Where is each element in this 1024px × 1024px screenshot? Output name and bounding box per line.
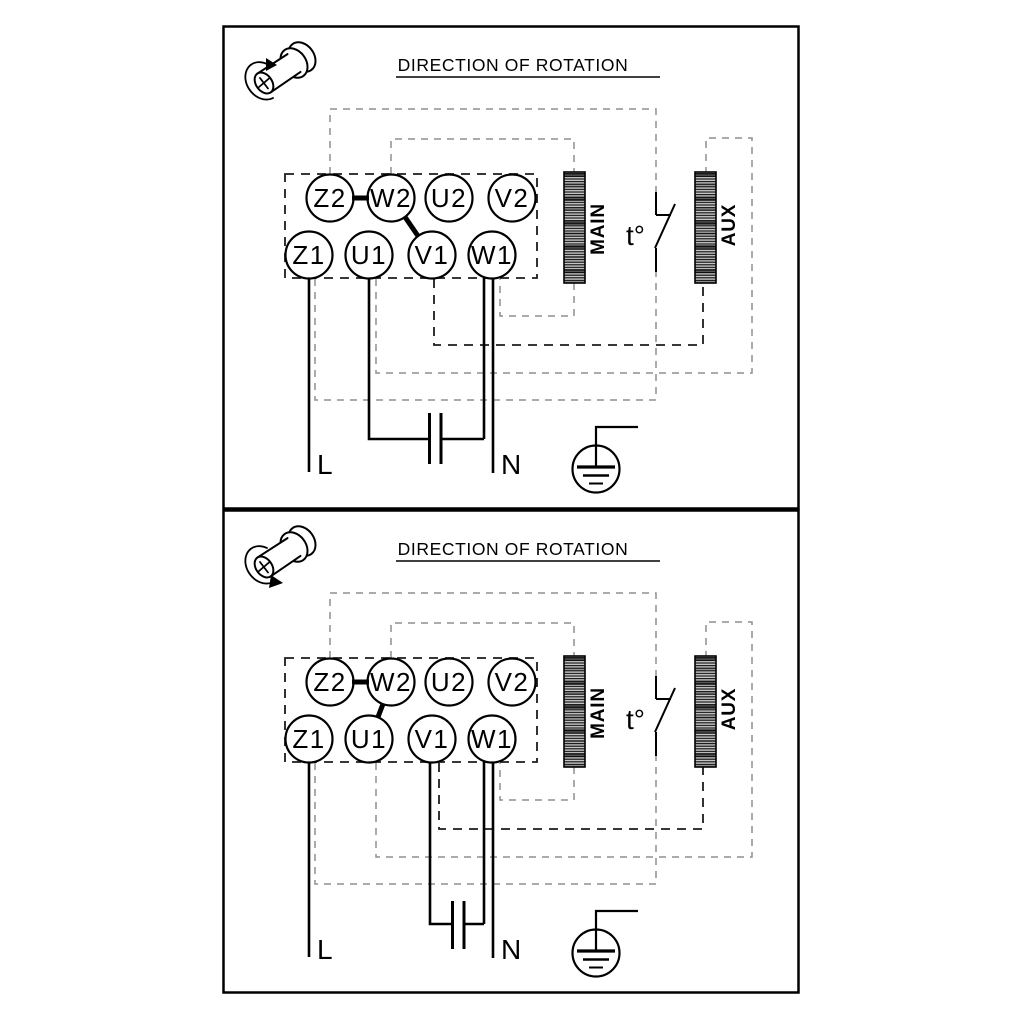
direction-of-rotation-title: DIRECTION OF ROTATION <box>397 539 629 559</box>
terminal-label-w1: W1 <box>471 240 513 270</box>
aux-winding-label: AUX <box>719 687 740 731</box>
neutral-terminal-label: N <box>501 449 522 480</box>
terminal-label-u1: U1 <box>350 240 388 270</box>
terminal-label-v1: V1 <box>414 724 450 754</box>
terminal-label-u2: U2 <box>430 667 468 697</box>
line-terminal-label: L <box>317 449 333 480</box>
aux-winding-label: AUX <box>719 203 740 247</box>
terminal-label-v2: V2 <box>494 183 530 213</box>
terminal-label-w2: W2 <box>370 667 412 697</box>
main-winding-label: MAIN <box>588 687 609 739</box>
thermal-switch-label: t° <box>626 704 645 735</box>
terminal-label-w2: W2 <box>370 183 412 213</box>
direction-of-rotation-title: DIRECTION OF ROTATION <box>397 55 629 75</box>
terminal-label-w1: W1 <box>471 724 513 754</box>
terminal-label-z2: Z2 <box>313 667 347 697</box>
terminal-label-z1: Z1 <box>292 724 326 754</box>
wiring-panel-1 <box>222 25 800 510</box>
neutral-terminal-label: N <box>501 934 522 965</box>
terminal-label-v1: V1 <box>414 240 450 270</box>
terminal-label-v2: V2 <box>494 667 530 697</box>
thermal-switch-label: t° <box>626 220 645 251</box>
wiring-panel-1-drawing <box>222 25 800 510</box>
wiring-panel-2-drawing <box>222 509 800 994</box>
terminal-label-u1: U1 <box>350 724 388 754</box>
terminal-label-z2: Z2 <box>313 183 347 213</box>
wiring-panel-2 <box>222 509 800 994</box>
main-winding-label: MAIN <box>588 203 609 255</box>
line-terminal-label: L <box>317 934 333 965</box>
terminal-label-z1: Z1 <box>292 240 326 270</box>
terminal-label-u2: U2 <box>430 183 468 213</box>
